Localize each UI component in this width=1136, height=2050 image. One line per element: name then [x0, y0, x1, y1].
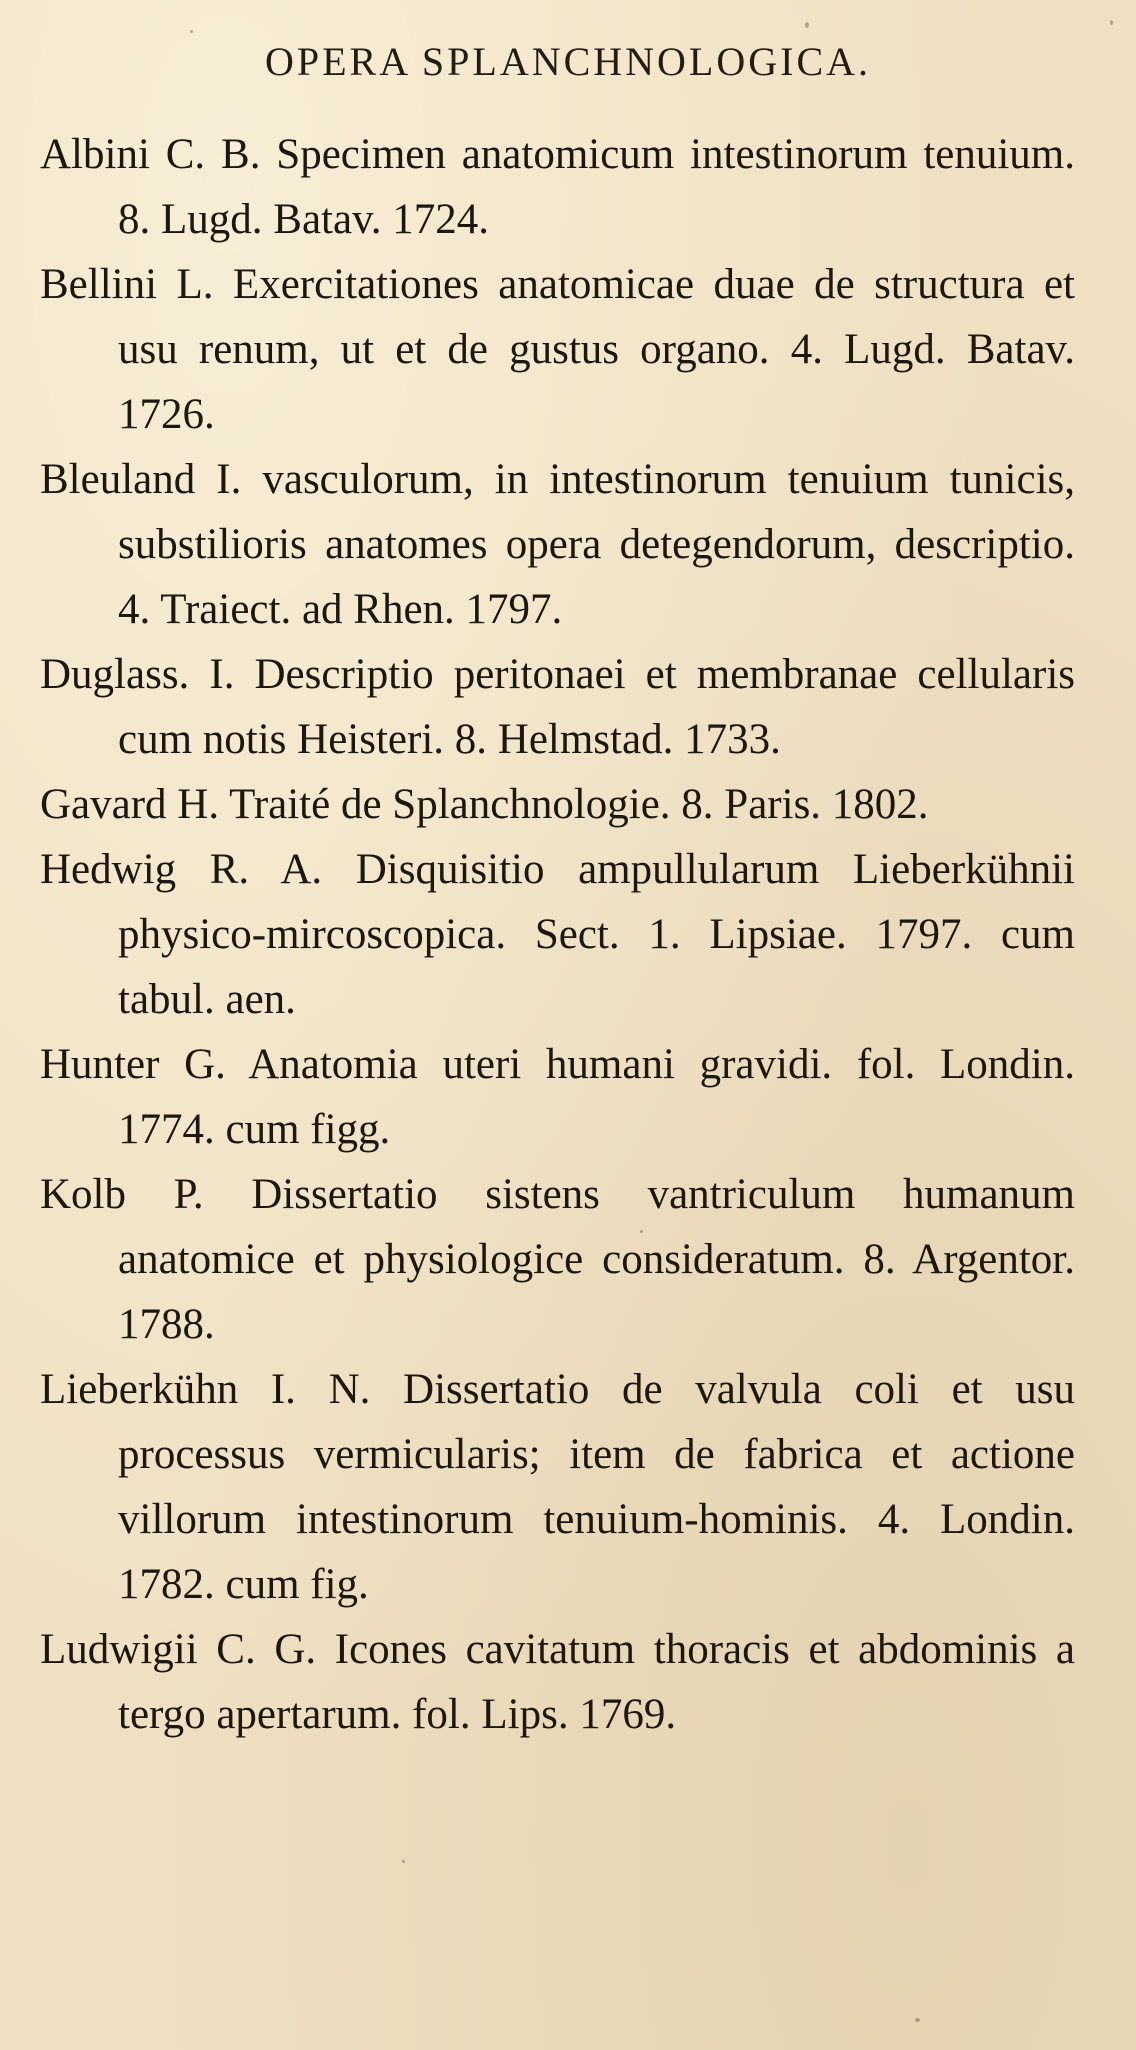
bibliography-list	[40, 122, 1075, 1747]
paper-speck	[640, 1230, 643, 1233]
bibliography-entry: Gavard H. Traité de Splanchnologie. 8. Paris. 1802.	[40, 781, 929, 828]
paper-speck	[402, 1860, 405, 1863]
bibliography-entry: Kolb P. Dissertatio sistens vantriculum humanum anatomice et physiologice consideratum. 8. Argentor. 1788.	[40, 1171, 1075, 1348]
paper-speck	[190, 30, 193, 33]
paper-speck	[1110, 20, 1113, 25]
paper-speck	[805, 22, 809, 28]
bibliography-entry: Duglass. I. Descriptio peritonaei et membranae cellularis cum notis Heisteri. 8. Helmstad. 1733.	[40, 651, 1075, 763]
running-head: OPERA SPLANCHNOLOGICA.	[264, 39, 872, 84]
bibliography-entry: Albini C. B. Specimen anatomicum intestinorum tenuium. 8. Lugd. Batav. 1724.	[40, 131, 1075, 243]
bibliography-entry: Ludwigii C. G. Icones cavitatum thoracis et abdominis a tergo apertarum. fol. Lips. 1769.	[40, 1626, 1075, 1738]
bibliography-entry: Lieberkühn I. N. Dissertatio de valvula coli et usu processus vermicularis; item de fabrica et actione villorum intestinorum tenuium-hominis. 4. Londin. 1782. cum fig.	[40, 1366, 1075, 1608]
bibliography-entry: Hedwig R. A. Disquisitio ampullularum Lieberkühnii physico-mircoscopica. Sect. 1. Lipsiae. 1797. cum tabul. aen.	[40, 846, 1075, 1023]
bibliography-entry: Bellini L. Exercitationes anatomicae duae de structura et usu renum, ut et de gustus organo. 4. Lugd. Batav. 1726.	[40, 261, 1075, 438]
bibliography-entry: Bleuland I. vasculorum, in intestinorum tenuium tunicis, substilioris anatomes opera detegendorum, descriptio. 4. Traiect. ad Rhen. 1797.	[40, 456, 1075, 633]
paper-speck	[915, 2018, 920, 2022]
bibliography-entry: Hunter G. Anatomia uteri humani gravidi. fol. Londin. 1774. cum figg.	[40, 1041, 1075, 1153]
